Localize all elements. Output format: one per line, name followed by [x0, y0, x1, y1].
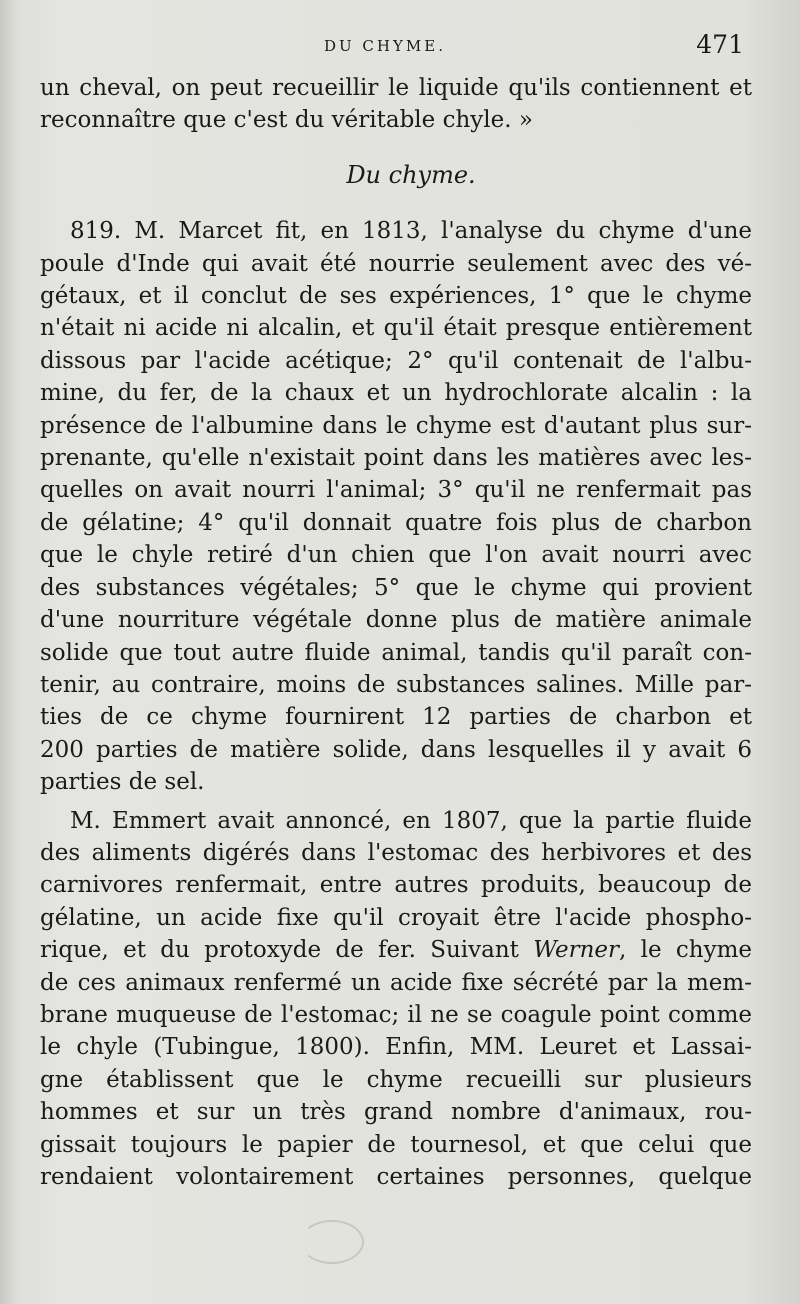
text-line: parties de sel. — [40, 769, 205, 796]
text-line: des aliments digérés dans l'estomac des herbivores et des — [40, 839, 752, 866]
continued-paragraph — [40, 72, 752, 137]
text-line: quelles on avait nourri l'animal; 3° qu'il ne renfermait pas — [40, 477, 752, 504]
text-line: brane muqueuse de l'estomac; il ne se coagule point comme — [40, 1001, 752, 1028]
text-line: prenante, qu'elle n'existait point dans les matières avec les- — [40, 445, 752, 472]
section-title: Du chyme. — [346, 160, 476, 189]
text-line: 200 parties de matière solide, dans lesquelles il y avait 6 — [40, 736, 752, 763]
text-line: gissait toujours le papier de tournesol, et que celui que — [40, 1131, 752, 1158]
text-line: n'était ni acide ni alcalin, et qu'il était presque entièrement — [40, 315, 752, 342]
italic-name: Werner — [533, 937, 619, 964]
text-line: gétaux, et il conclut de ses expériences, 1° que le chyme — [40, 283, 752, 310]
running-title: DU CHYME. — [324, 37, 446, 55]
text-line: que le chyle retiré d'un chien que l'on avait nourri avec — [40, 542, 752, 569]
page-number: 471 — [696, 30, 744, 59]
text-line: présence de l'albumine dans le chyme est d'autant plus sur- — [40, 412, 752, 439]
page-body — [40, 72, 752, 1193]
text-line: M. Emmert avait annoncé, en 1807, que la partie fluide — [70, 807, 752, 834]
text-line: solide que tout autre fluide animal, tandis qu'il paraît con- — [40, 639, 752, 666]
text-line: reconnaître que c'est du véritable chyle. » — [40, 107, 533, 134]
text-line: ties de ce chyme fournirent 12 parties de charbon et — [40, 704, 752, 731]
paragraph-819 — [40, 215, 752, 798]
text-line: un cheval, on peut recueillir le liquide qu'ils contiennent et — [40, 75, 752, 101]
text-line: poule d'Inde qui avait été nourrie seulement avec des vé- — [40, 250, 752, 277]
text-line: hommes et sur un très grand nombre d'animaux, rou- — [40, 1099, 752, 1126]
text-line: carnivores renfermait, entre autres produits, beaucoup de — [40, 872, 752, 899]
text-line: de gélatine; 4° qu'il donnait quatre fois plus de charbon — [40, 509, 752, 536]
text-line: dissous par l'acide acétique; 2° qu'il contenait de l'albu- — [40, 347, 752, 374]
text-line: le chyle (Tubingue, 1800). Enfin, MM. Leuret et Lassai- — [40, 1034, 752, 1061]
text-line: rique, et du protoxyde de fer. Suivant Werner, le chyme — [40, 937, 752, 964]
text-line: de ces animaux renfermé un acide fixe sécrété par la mem- — [40, 969, 752, 996]
text-line: mine, du fer, de la chaux et un hydrochlorate alcalin : la — [40, 380, 752, 407]
text-line: tenir, au contraire, moins de substances salines. Mille par- — [40, 671, 752, 698]
text-line: des substances végétales; 5° que le chyme qui provient — [40, 574, 752, 601]
page-header — [0, 32, 800, 62]
text-line: gne établissent que le chyme recueilli sur plusieurs — [40, 1066, 752, 1093]
text-line: rendaient volontairement certaines personnes, quelque — [40, 1164, 752, 1190]
paragraph-emmert — [40, 805, 752, 1194]
text-line: gélatine, un acide fixe qu'il croyait être l'acide phospho- — [40, 904, 752, 931]
ink-stain — [300, 1220, 364, 1264]
text-line: 819. M. Marcet fit, en 1813, l'analyse du chyme d'une — [70, 218, 752, 245]
text-line: d'une nourriture végétale donne plus de matière animale — [40, 607, 752, 634]
